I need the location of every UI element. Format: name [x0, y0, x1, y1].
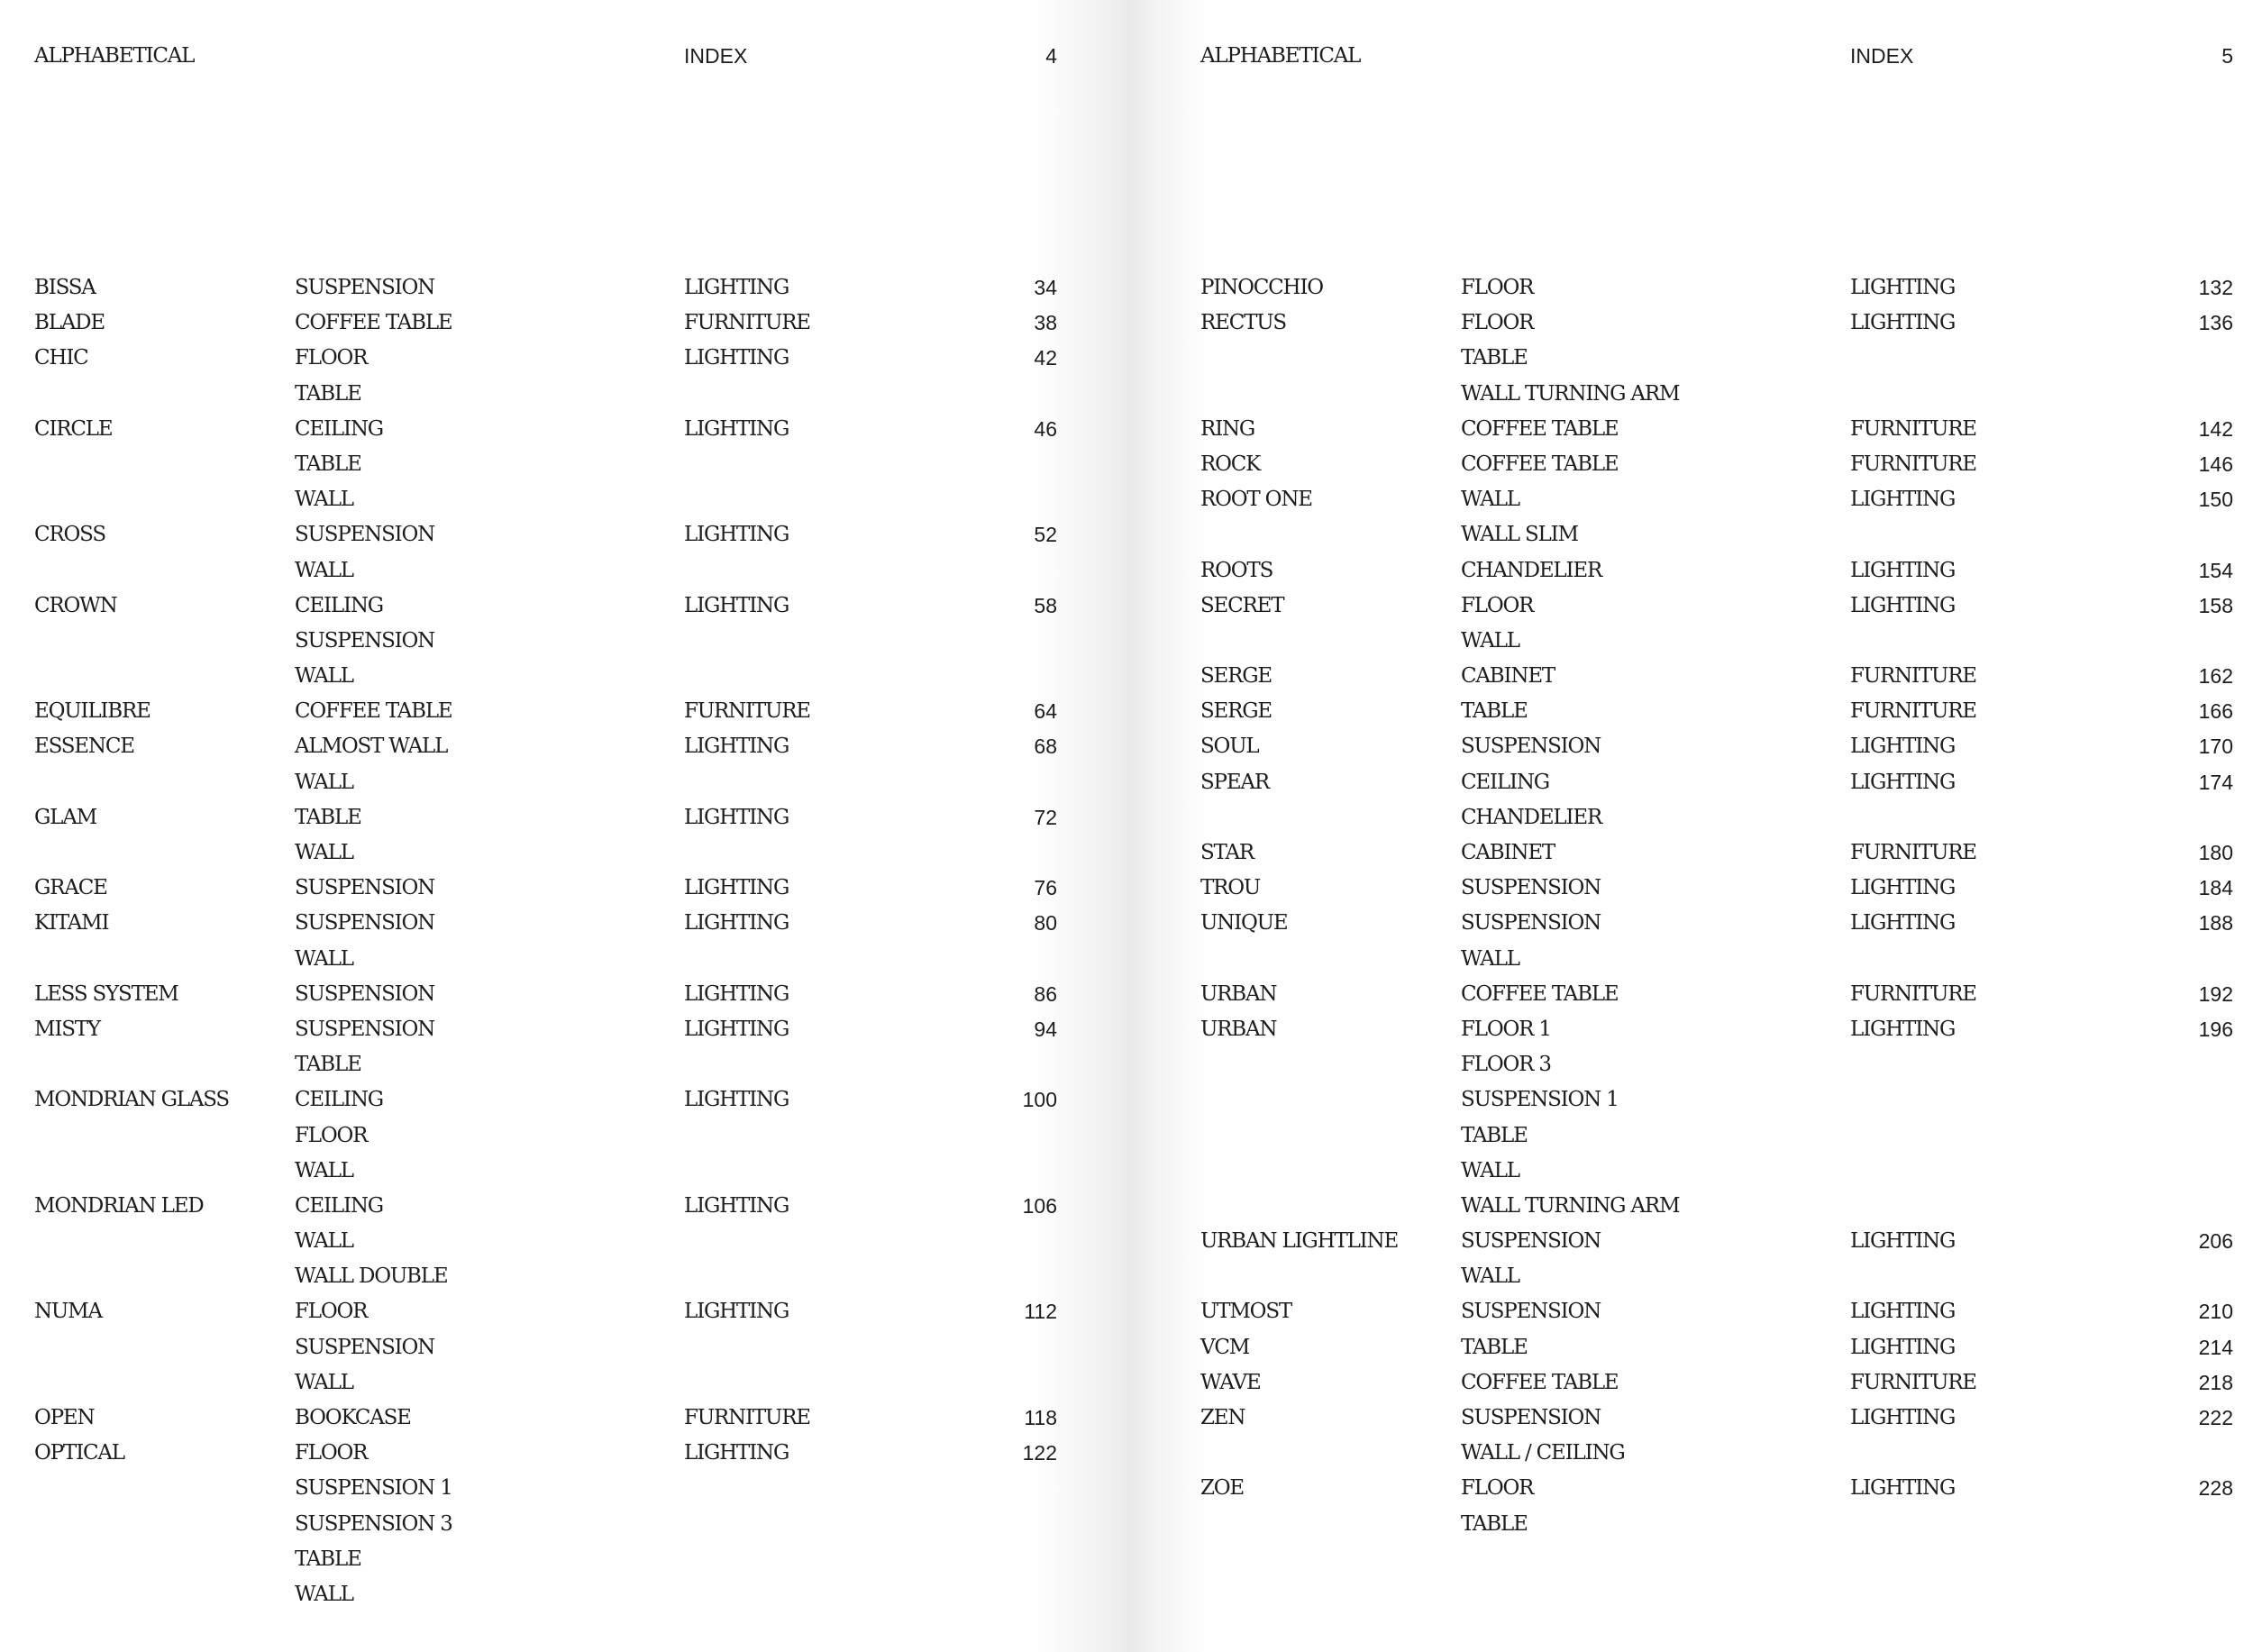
product-type: CEILING — [295, 1193, 383, 1218]
product-page-number: 42 — [1034, 346, 1057, 370]
product-type: TABLE — [295, 452, 361, 476]
product-category: LIGHTING — [684, 276, 789, 299]
product-page-number: 170 — [2198, 735, 2233, 759]
product-name: MISTY — [34, 1017, 100, 1041]
index-row — [1200, 1507, 2233, 1542]
product-type: TABLE — [1461, 1123, 1528, 1147]
product-type: SUSPENSION 3 — [295, 1511, 452, 1536]
product-name: OPTICAL — [34, 1441, 124, 1465]
product-page-number: 72 — [1034, 805, 1057, 829]
index-row — [34, 765, 1057, 800]
index-row — [1200, 942, 2233, 977]
product-page-number: 38 — [1034, 311, 1057, 335]
index-row — [34, 341, 1057, 376]
index-row — [34, 1577, 1057, 1612]
product-page-number: 166 — [2198, 699, 2233, 724]
product-type: COFFEE TABLE — [295, 699, 452, 724]
product-category: LIGHTING — [1850, 1476, 1956, 1501]
product-type: WALL — [1461, 1264, 1519, 1289]
product-page-number: 142 — [2198, 416, 2233, 441]
product-type: CABINET — [1461, 664, 1555, 689]
index-row — [34, 589, 1057, 624]
index-row — [1200, 1436, 2233, 1471]
index-row — [34, 1507, 1057, 1542]
product-name: GRACE — [34, 876, 107, 900]
index-row — [1200, 306, 2233, 341]
index-row — [34, 1189, 1057, 1224]
product-page-number: 52 — [1034, 523, 1057, 547]
product-type: SUSPENSION — [1461, 1229, 1601, 1254]
product-type: FLOOR — [295, 1441, 368, 1465]
product-type: FLOOR — [1461, 276, 1534, 299]
product-type: SUSPENSION — [295, 1017, 435, 1041]
product-type: TABLE — [1461, 346, 1528, 370]
index-row — [1200, 1224, 2233, 1259]
index-row — [34, 1542, 1057, 1577]
product-category: LIGHTING — [684, 911, 789, 936]
product-type: CEILING — [295, 416, 383, 441]
index-page-left — [0, 0, 1126, 1652]
product-name: MONDRIAN GLASS — [34, 1088, 229, 1112]
product-type: BOOKCASE — [295, 1406, 411, 1429]
index-row — [1200, 1189, 2233, 1224]
index-row — [34, 1047, 1057, 1082]
index-row — [1200, 589, 2233, 624]
index-list-right — [1200, 270, 2233, 1542]
product-name: CROSS — [34, 523, 105, 547]
product-page-number: 58 — [1034, 593, 1057, 617]
index-row — [1200, 270, 2233, 306]
product-type: SUSPENSION — [1461, 735, 1601, 759]
product-type: FLOOR — [295, 346, 368, 370]
product-name: URBAN — [1200, 1017, 1277, 1041]
product-name: ROOTS — [1200, 558, 1273, 582]
product-name: OPEN — [34, 1406, 95, 1429]
product-type: WALL — [1461, 1158, 1519, 1182]
product-category: LIGHTING — [1850, 1335, 1956, 1359]
product-name: STAR — [1200, 841, 1254, 864]
product-type: WALL SLIM — [1461, 523, 1578, 547]
product-category: LIGHTING — [684, 805, 789, 829]
product-category: LIGHTING — [684, 876, 789, 900]
index-row — [34, 800, 1057, 835]
product-type: CHANDELIER — [1461, 558, 1602, 582]
index-row — [1200, 1082, 2233, 1118]
product-page-number: 206 — [2198, 1229, 2233, 1254]
index-row — [1200, 482, 2233, 517]
product-page-number: 228 — [2198, 1476, 2233, 1501]
index-row — [1200, 1365, 2233, 1401]
product-type: SUSPENSION — [295, 628, 435, 653]
product-page-number: 68 — [1034, 735, 1057, 759]
product-name: URBAN LIGHTLINE — [1200, 1229, 1399, 1254]
product-page-number: 154 — [2198, 558, 2233, 582]
product-name: GLAM — [34, 805, 97, 829]
product-type: CEILING — [1461, 770, 1549, 794]
product-page-number: 146 — [2198, 452, 2233, 476]
product-name: UTMOST — [1200, 1300, 1292, 1324]
index-row — [1200, 1471, 2233, 1506]
product-page-number: 210 — [2198, 1300, 2233, 1324]
product-name: BISSA — [34, 276, 96, 299]
index-row — [34, 553, 1057, 589]
index-row — [1200, 871, 2233, 906]
product-category: LIGHTING — [684, 1017, 789, 1041]
product-type: TABLE — [295, 1053, 361, 1077]
product-page-number: 122 — [1022, 1441, 1057, 1465]
product-type: FLOOR — [295, 1300, 368, 1324]
product-page-number: 188 — [2198, 911, 2233, 936]
index-row — [34, 1471, 1057, 1506]
product-type: SUSPENSION — [295, 1335, 435, 1359]
product-type: CABINET — [1461, 841, 1555, 864]
product-type: CHANDELIER — [1461, 805, 1602, 829]
index-row — [34, 1401, 1057, 1436]
index-row — [1200, 977, 2233, 1012]
page-number: 4 — [1045, 44, 1057, 68]
product-name: SPEAR — [1200, 770, 1269, 794]
product-category: LIGHTING — [684, 1193, 789, 1218]
index-page-right — [1126, 0, 2253, 1652]
product-type: WALL — [1461, 628, 1519, 653]
product-type: WALL — [295, 946, 353, 971]
product-name: RING — [1200, 416, 1255, 441]
product-category: LIGHTING — [1850, 770, 1956, 794]
product-category: FURNITURE — [684, 699, 810, 724]
product-name: SERGE — [1200, 699, 1272, 724]
product-page-number: 162 — [2198, 664, 2233, 689]
product-type: COFFEE TABLE — [295, 311, 452, 335]
product-category: FURNITURE — [1850, 1370, 1976, 1394]
index-row — [1200, 1118, 2233, 1154]
index-row — [34, 835, 1057, 871]
product-type: TABLE — [1461, 699, 1528, 724]
product-type: WALL — [1461, 946, 1519, 971]
product-name: ZEN — [1200, 1406, 1245, 1429]
product-type: SUSPENSION — [295, 981, 435, 1006]
product-name: CROWN — [34, 593, 117, 617]
product-category: LIGHTING — [684, 981, 789, 1006]
product-type: WALL — [295, 1229, 353, 1254]
index-row — [1200, 1330, 2233, 1365]
product-page-number: 80 — [1034, 911, 1057, 936]
product-type: WALL TURNING ARM — [1461, 1193, 1680, 1218]
product-name: SOUL — [1200, 735, 1259, 759]
product-page-number: 150 — [2198, 488, 2233, 512]
product-page-number: 192 — [2198, 981, 2233, 1006]
index-row — [1200, 517, 2233, 552]
index-row — [34, 659, 1057, 694]
product-category: LIGHTING — [1850, 276, 1956, 299]
product-type: TABLE — [1461, 1335, 1528, 1359]
product-category: LIGHTING — [1850, 735, 1956, 759]
product-page-number: 100 — [1022, 1088, 1057, 1112]
index-row — [34, 1436, 1057, 1471]
index-row — [34, 517, 1057, 552]
product-type: WALL — [295, 770, 353, 794]
product-category: FURNITURE — [1850, 699, 1976, 724]
product-page-number: 218 — [2198, 1370, 2233, 1394]
product-type: COFFEE TABLE — [1461, 1370, 1619, 1394]
product-type: SUSPENSION — [1461, 1300, 1601, 1324]
index-row — [1200, 341, 2233, 376]
index-row — [1200, 835, 2233, 871]
index-row — [34, 377, 1057, 412]
product-category: LIGHTING — [684, 1088, 789, 1112]
product-page-number: 196 — [2198, 1017, 2233, 1041]
header-index: INDEX — [1850, 44, 1914, 68]
product-category: LIGHTING — [1850, 1406, 1956, 1429]
product-name: RECTUS — [1200, 311, 1286, 335]
index-row — [1200, 765, 2233, 800]
product-type: WALL / CEILING — [1461, 1441, 1625, 1465]
product-page-number: 76 — [1034, 876, 1057, 900]
product-category: LIGHTING — [684, 416, 789, 441]
product-page-number: 64 — [1034, 699, 1057, 724]
index-row — [34, 729, 1057, 764]
product-page-number: 94 — [1034, 1017, 1057, 1041]
product-type: WALL — [295, 1582, 353, 1606]
product-name: UNIQUE — [1200, 911, 1288, 936]
product-category: LIGHTING — [684, 1441, 789, 1465]
product-name: KITAMI — [34, 911, 109, 936]
product-type: SUSPENSION — [295, 911, 435, 936]
product-category: FURNITURE — [1850, 452, 1976, 476]
index-row — [34, 1224, 1057, 1259]
product-name: PINOCCHIO — [1200, 276, 1323, 299]
product-type: SUSPENSION — [295, 876, 435, 900]
product-category: LIGHTING — [1850, 488, 1956, 512]
index-row — [1200, 1401, 2233, 1436]
page-number: 5 — [2221, 44, 2233, 68]
product-type: CEILING — [295, 593, 383, 617]
index-row — [1200, 1047, 2233, 1082]
product-name: LESS SYSTEM — [34, 981, 178, 1006]
index-row — [1200, 1294, 2233, 1329]
product-type: SUSPENSION 1 — [1461, 1088, 1619, 1112]
index-row — [34, 1259, 1057, 1294]
product-type: FLOOR — [1461, 311, 1534, 335]
index-row — [34, 906, 1057, 941]
product-category: LIGHTING — [684, 346, 789, 370]
index-row — [1200, 447, 2233, 482]
product-type: WALL — [1461, 488, 1519, 512]
product-category: LIGHTING — [684, 593, 789, 617]
product-type: COFFEE TABLE — [1461, 416, 1619, 441]
index-row — [1200, 412, 2233, 447]
product-type: FLOOR — [1461, 1476, 1534, 1501]
product-type: WALL — [295, 488, 353, 512]
product-type: WALL DOUBLE — [295, 1264, 448, 1289]
product-category: LIGHTING — [1850, 911, 1956, 936]
index-row — [1200, 377, 2233, 412]
header-index: INDEX — [684, 44, 748, 68]
product-name: SECRET — [1200, 593, 1284, 617]
product-category: LIGHTING — [1850, 1229, 1956, 1254]
product-category: FURNITURE — [1850, 416, 1976, 441]
product-type: SUSPENSION — [1461, 876, 1601, 900]
product-type: FLOOR 1 — [1461, 1017, 1551, 1041]
product-type: SUSPENSION 1 — [295, 1476, 452, 1501]
product-page-number: 180 — [2198, 841, 2233, 864]
index-row — [34, 977, 1057, 1012]
product-page-number: 158 — [2198, 593, 2233, 617]
index-row — [1200, 553, 2233, 589]
product-page-number: 136 — [2198, 311, 2233, 335]
product-name: TROU — [1200, 876, 1261, 900]
index-row — [1200, 1259, 2233, 1294]
index-row — [34, 1154, 1057, 1189]
product-type: WALL — [295, 664, 353, 689]
product-name: ZOE — [1200, 1476, 1245, 1501]
product-page-number: 46 — [1034, 416, 1057, 441]
product-category: LIGHTING — [1850, 311, 1956, 335]
index-row — [34, 447, 1057, 482]
product-category: LIGHTING — [1850, 593, 1956, 617]
product-page-number: 222 — [2198, 1406, 2233, 1429]
product-category: LIGHTING — [1850, 876, 1956, 900]
index-row — [1200, 1012, 2233, 1047]
product-page-number: 112 — [1024, 1300, 1057, 1324]
index-row — [34, 624, 1057, 659]
index-row — [1200, 800, 2233, 835]
index-row — [1200, 694, 2233, 729]
product-type: WALL — [295, 1158, 353, 1182]
product-type: WALL — [295, 841, 353, 864]
product-type: FLOOR 3 — [1461, 1053, 1551, 1077]
product-type: ALMOST WALL — [295, 735, 448, 759]
product-category: FURNITURE — [1850, 664, 1976, 689]
product-type: TABLE — [295, 381, 361, 406]
product-name: NUMA — [34, 1300, 102, 1324]
index-row — [34, 306, 1057, 341]
index-row — [34, 482, 1057, 517]
product-type: FLOOR — [295, 1123, 368, 1147]
index-row — [1200, 906, 2233, 941]
product-type: TABLE — [1461, 1511, 1528, 1536]
product-name: URBAN — [1200, 981, 1277, 1006]
product-type: CEILING — [295, 1088, 383, 1112]
product-name: VCM — [1200, 1335, 1250, 1359]
product-name: CHIC — [34, 346, 88, 370]
index-row — [1200, 659, 2233, 694]
product-name: BLADE — [34, 311, 105, 335]
product-name: MONDRIAN LED — [34, 1193, 204, 1218]
index-row — [34, 1012, 1057, 1047]
product-name: CIRCLE — [34, 416, 113, 441]
product-page-number: 174 — [2198, 770, 2233, 794]
index-row — [34, 1330, 1057, 1365]
product-page-number: 118 — [1024, 1406, 1057, 1429]
product-name: WAVE — [1200, 1370, 1261, 1394]
product-category: FURNITURE — [684, 1406, 810, 1429]
product-type: COFFEE TABLE — [1461, 981, 1619, 1006]
index-row — [34, 1365, 1057, 1401]
index-row — [34, 942, 1057, 977]
product-category: FURNITURE — [684, 311, 810, 335]
product-type: TABLE — [295, 1547, 361, 1571]
product-type: SUSPENSION — [1461, 911, 1601, 936]
product-category: LIGHTING — [1850, 1017, 1956, 1041]
product-page-number: 34 — [1034, 276, 1057, 299]
product-page-number: 86 — [1034, 981, 1057, 1006]
index-row — [34, 1118, 1057, 1154]
product-category: LIGHTING — [1850, 558, 1956, 582]
product-type: WALL TURNING ARM — [1461, 381, 1680, 406]
index-row — [34, 1294, 1057, 1329]
index-row — [34, 871, 1057, 906]
product-type: SUSPENSION — [1461, 1406, 1601, 1429]
product-category: LIGHTING — [684, 735, 789, 759]
product-category: FURNITURE — [1850, 841, 1976, 864]
product-type: WALL — [295, 558, 353, 582]
product-name: ROCK — [1200, 452, 1261, 476]
header-alphabetical: ALPHABETICAL — [34, 44, 195, 68]
product-category: LIGHTING — [1850, 1300, 1956, 1324]
product-page-number: 184 — [2198, 876, 2233, 900]
product-category: LIGHTING — [684, 1300, 789, 1324]
index-list-left — [34, 270, 1057, 1612]
product-type: FLOOR — [1461, 593, 1534, 617]
product-category: FURNITURE — [1850, 981, 1976, 1006]
index-row — [1200, 1154, 2233, 1189]
product-type: TABLE — [295, 805, 361, 829]
product-page-number: 214 — [2198, 1335, 2233, 1359]
product-type: WALL — [295, 1370, 353, 1394]
product-category: LIGHTING — [684, 523, 789, 547]
product-name: SERGE — [1200, 664, 1272, 689]
product-name: ESSENCE — [34, 735, 134, 759]
product-type: COFFEE TABLE — [1461, 452, 1619, 476]
index-row — [34, 1082, 1057, 1118]
product-type: SUSPENSION — [295, 523, 435, 547]
index-row — [34, 270, 1057, 306]
header-alphabetical: ALPHABETICAL — [1200, 44, 1361, 68]
index-row — [1200, 624, 2233, 659]
index-row — [34, 694, 1057, 729]
index-row — [1200, 729, 2233, 764]
index-row — [34, 412, 1057, 447]
product-type: SUSPENSION — [295, 276, 435, 299]
product-name: EQUILIBRE — [34, 699, 151, 724]
product-name: ROOT ONE — [1200, 488, 1312, 512]
product-page-number: 106 — [1022, 1193, 1057, 1218]
product-page-number: 132 — [2198, 276, 2233, 299]
